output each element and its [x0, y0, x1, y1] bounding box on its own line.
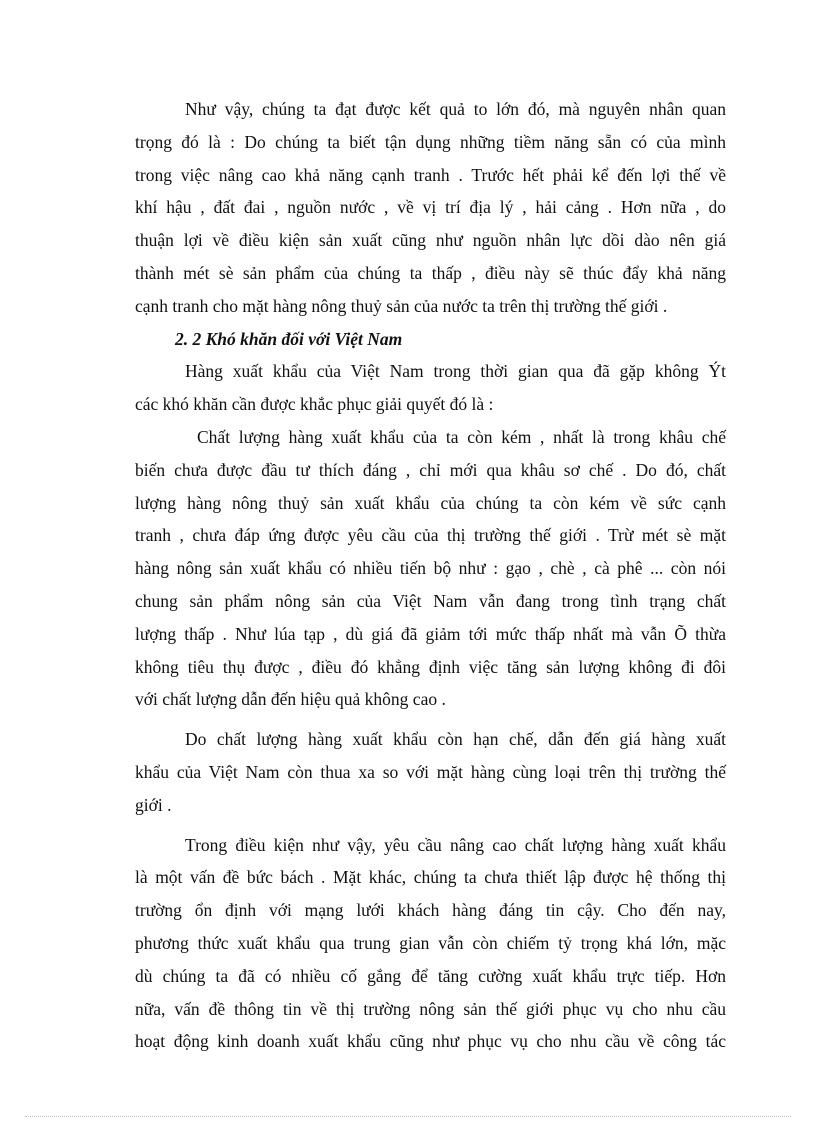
text-line: hàng nông sản xuất khẩu có nhiều tiến bộ như : gạo , chè , cà phê ... còn nói — [135, 558, 726, 579]
paragraph-4 — [135, 723, 726, 821]
text-line: thuận lợi về điều kiện sản xuất cũng như nguồn nhân lực dồi dào nên giá — [135, 230, 726, 251]
text-line: giới . — [135, 794, 172, 815]
text-line: phương thức xuất khẩu qua trung gian vẫn còn chiếm tỷ trọng khá lớn, mặc — [135, 932, 726, 953]
text-line: Như vậy, chúng ta đạt được kết quả to lớn đó, mà nguyên nhân quan — [185, 99, 726, 119]
page-bottom-divider — [25, 1116, 791, 1117]
text-line: không tiêu thụ được , điều đó khẳng định việc tăng sản lượng không đi đôi — [135, 656, 726, 677]
text-line: các khó khăn cần được khắc phục giải quyết đó là : — [135, 394, 494, 415]
text-line: tranh , chưa đáp ứng được yêu cầu của thị trường thế giới . Trừ mét sè mặt — [135, 525, 726, 546]
text-line: chung sản phẩm nông sản của Việt Nam vẫn đang trong tình trạng chất — [135, 590, 726, 611]
text-line: với chất lượng dẫn đến hiệu quả không cao . — [135, 689, 446, 710]
paragraph-spacer — [135, 822, 726, 829]
text-line: lượng thấp . Như lúa tạp , dù giá đã giảm tới mức thấp nhất mà vẫn Õ thừa — [135, 623, 726, 644]
paragraph-spacer — [135, 716, 726, 723]
text-line: thành mét sè sản phẩm của chúng ta thấp , điều này sẽ thúc đẩy khả năng — [135, 262, 726, 283]
text-line: nữa, vấn đề thông tin về thị trường nông sản thế giới phục vụ cho nhu cầu — [135, 998, 726, 1019]
text-line: Chất lượng hàng xuất khẩu của ta còn kém , nhất là trong khâu chế — [197, 426, 726, 447]
heading-text: 2. 2 Khó khăn đối với Việt Nam — [175, 328, 403, 349]
text-line: biến chưa được đầu tư thích đáng , chỉ mới qua khâu sơ chế . Do đó, chất — [135, 459, 726, 480]
paragraph-5 — [135, 829, 726, 1059]
document-page — [135, 93, 726, 1058]
paragraph-3 — [135, 421, 726, 716]
text-line: trọng đó là : Do chúng ta biết tận dụng những tiềm năng sẵn có của mình — [135, 131, 726, 152]
text-line: là một vấn đề bức bách . Mặt khác, chúng ta chưa thiết lập được hệ thống thị — [135, 867, 726, 888]
text-line: khẩu của Việt Nam còn thua xa so với mặt hàng cùng loại trên thị trường thế — [135, 761, 726, 782]
text-line: trong việc nâng cao khả năng cạnh tranh . Trước hết phải kể đến lợi thế về — [135, 164, 726, 185]
paragraph-2 — [135, 355, 726, 421]
text-line: trường ổn định với mạng lưới khách hàng đáng tin cậy. Cho đến nay, — [135, 900, 726, 921]
text-line: Hàng xuất khẩu của Việt Nam trong thời gian qua đã gặp không Ýt — [185, 361, 726, 382]
section-heading — [135, 323, 726, 356]
text-line: cạnh tranh cho mặt hàng nông thuỷ sản của nước ta trên thị trường thế giới . — [135, 295, 668, 316]
paragraph-1 — [135, 93, 726, 323]
text-line: hoạt động kinh doanh xuất khẩu cũng như phục vụ cho nhu cầu về công tác — [135, 1031, 726, 1052]
text-line: khí hậu , đất đai , nguồn nước , về vị trí địa lý , hải cảng . Hơn nữa , do — [135, 197, 726, 218]
text-line: lượng hàng nông thuỷ sản xuất khẩu của chúng ta còn kém về sức cạnh — [135, 492, 726, 513]
text-line: Trong điều kiện như vậy, yêu cầu nâng cao chất lượng hàng xuất khẩu — [185, 834, 726, 855]
text-line: dù chúng ta đã có nhiều cố gắng để tăng cường xuất khẩu trực tiếp. Hơn — [135, 965, 726, 986]
text-line: Do chất lượng hàng xuất khẩu còn hạn chế, dẫn đến giá hàng xuất — [185, 729, 726, 750]
